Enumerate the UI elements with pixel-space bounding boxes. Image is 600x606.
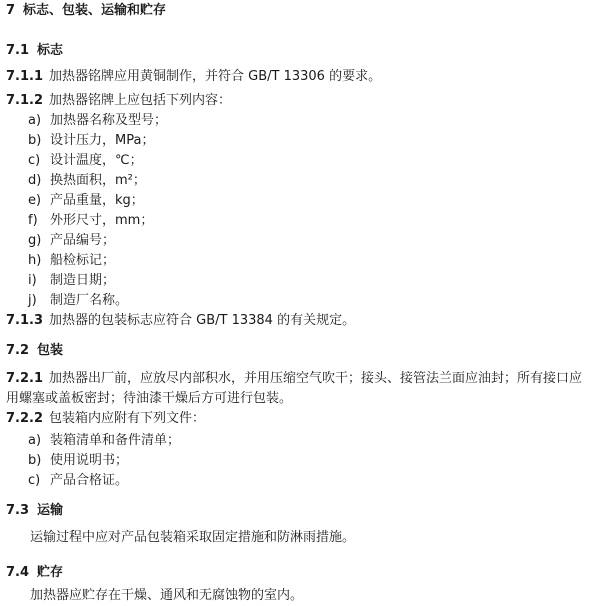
section-7-3-heading — [6, 503, 63, 519]
section-number: 7.2 — [6, 343, 30, 358]
clause-text: 用螺塞或盖板密封；待油漆干燥后方可进行包装。 — [6, 391, 293, 406]
list-marker: b) — [28, 453, 42, 468]
list-item — [28, 453, 128, 469]
clause-number: 7.1.3 — [6, 313, 44, 328]
section-title: 标志、包装、运输和贮存 — [23, 3, 167, 18]
list-item-text: 产品编号； — [50, 233, 116, 248]
list-item-text: 加热器名称及型号； — [50, 113, 168, 128]
list-item-text: 产品重量，kg； — [50, 193, 144, 208]
section-7-1-heading — [6, 43, 63, 59]
list-item-text: 外形尺寸，mm； — [50, 213, 154, 228]
list-item — [28, 213, 153, 229]
clause-text: 加热器的包装标志应符合 GB/T 13384 的有关规定。 — [49, 313, 356, 328]
section-7-3-text — [30, 530, 355, 546]
paragraph-text: 运输过程中应对产品包装箱采取固定措施和防淋雨措施。 — [30, 530, 356, 545]
list-marker: c) — [28, 473, 41, 488]
list-item-text: 装箱清单和备件清单； — [50, 433, 181, 448]
list-item — [28, 153, 143, 169]
list-marker: d) — [28, 173, 42, 188]
list-marker: a) — [28, 113, 42, 128]
list-item-text: 换热面积，m²； — [50, 173, 146, 188]
list-item — [28, 253, 115, 269]
clause-7-1-1 — [6, 69, 381, 85]
section-title: 标志 — [37, 43, 64, 58]
list-item-text: 使用说明书； — [50, 453, 129, 468]
list-item — [28, 233, 115, 249]
list-item-text: 船检标记； — [50, 253, 116, 268]
list-item — [28, 173, 146, 189]
clause-7-2-1-continuation — [6, 391, 292, 407]
list-marker: j) — [28, 293, 37, 308]
list-marker: g) — [28, 233, 42, 248]
list-marker: b) — [28, 133, 42, 148]
paragraph-text: 加热器应贮存在干燥、通风和无腐蚀物的室内。 — [30, 588, 304, 603]
clause-text: 加热器铭牌应用黄铜制作，并符合 GB/T 13306 的要求。 — [49, 69, 382, 84]
clause-7-1-2 — [6, 93, 231, 109]
section-7-heading — [6, 3, 166, 19]
list-marker: e) — [28, 193, 42, 208]
clause-7-2-1 — [6, 371, 582, 387]
clause-7-1-3 — [6, 313, 355, 329]
list-item — [28, 473, 128, 489]
list-marker: f) — [28, 213, 38, 228]
list-item — [28, 433, 180, 449]
list-item-text: 设计压力，MPa； — [50, 133, 155, 148]
clause-text: 包装箱内应附有下列文件： — [49, 411, 206, 426]
list-item-text: 制造厂名称。 — [50, 293, 129, 308]
clause-text: 加热器铭牌上应包括下列内容： — [49, 93, 232, 108]
clause-number: 7.2.1 — [6, 371, 44, 386]
section-number: 7.1 — [6, 43, 30, 58]
section-title: 贮存 — [37, 565, 64, 580]
list-item-text: 产品合格证。 — [50, 473, 129, 488]
list-item — [28, 273, 115, 289]
clause-number: 7.1.2 — [6, 93, 44, 108]
section-title: 运输 — [37, 503, 64, 518]
clause-text: 加热器出厂前，应放尽内部积水，并用压缩空气吹干；接头、接管法兰面应油封；所有接口应 — [49, 371, 583, 386]
list-item — [28, 293, 128, 309]
section-7-4-heading — [6, 565, 63, 581]
list-marker: a) — [28, 433, 42, 448]
section-number: 7 — [6, 3, 16, 18]
list-marker: i) — [28, 273, 37, 288]
section-number: 7.4 — [6, 565, 30, 580]
list-item — [28, 133, 154, 149]
list-item — [28, 113, 167, 129]
section-7-2-heading — [6, 343, 63, 359]
section-7-4-text — [30, 588, 303, 604]
list-marker: h) — [28, 253, 42, 268]
clause-number: 7.1.1 — [6, 69, 44, 84]
section-title: 包装 — [37, 343, 64, 358]
clause-number: 7.2.2 — [6, 411, 44, 426]
list-item — [28, 193, 144, 209]
list-marker: c) — [28, 153, 41, 168]
section-number: 7.3 — [6, 503, 30, 518]
list-item-text: 设计温度，℃； — [50, 153, 143, 168]
clause-7-2-2 — [6, 411, 205, 427]
list-item-text: 制造日期； — [50, 273, 116, 288]
